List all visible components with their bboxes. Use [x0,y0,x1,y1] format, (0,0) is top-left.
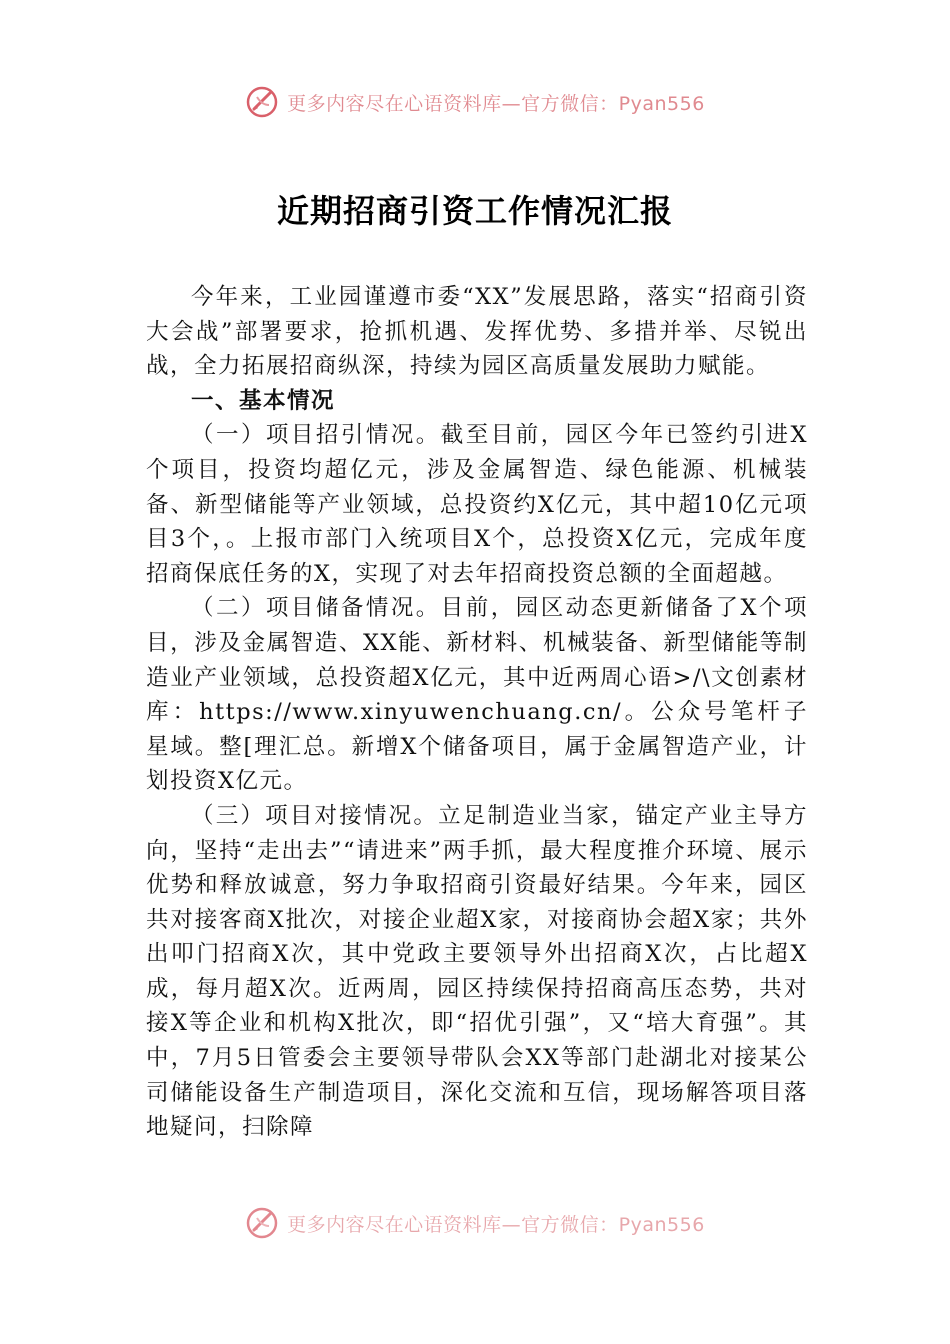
watermark-text: 更多内容尽在心语资料库—官方微信：Pyan556 [287,1213,705,1236]
document-body [146,280,808,1145]
paragraph-project-docking: （三）项目对接情况。立足制造业当家，锚定产业主导方向，坚持“走出去”“请进来”两手抓，最大程度推介环境、展示优势和释放诚意，努力争取招商引资最好结果。今年来，园区共对接客商X批次，对接企业超X家，对接商协会超X家；共外出叩门招商X次，其中党政主要领导外出招商X次，占比超X成，每月超X次。近两周，园区持续保持招商高压态势，共对接X等企业和机构X批次，即“招优引强”，又“培大育强”。其中，7月5日管委会主要领导带队会XX等部门赴湖北对接某公司储能设备生产制造项目，深化交流和互信，现场解答项目落地疑问，扫除障 [146,802,808,1141]
intro-paragraph: 今年来，工业园谨遵市委“XX”发展思路，落实“招商引资大会战”部署要求，抢抓机遇、发挥优势、多措并举、尽锐出战，全力拓展招商纵深，持续为园区高质量发展助力赋能。 [146,284,808,380]
pen-logo-icon [245,85,279,119]
document-title: 近期招商引资工作情况汇报 [276,192,673,230]
watermark-header [0,82,950,122]
paragraph-project-reserve: （二）项目储备情况。目前，园区动态更新储备了X个项目，涉及金属智造、XX能、新材料、机械装备、新型储能等制造业产业领域，总投资超X亿元，其中近两周心语>/\文创素材库：https://www.xinyuwenchuang.cn/。公众号笔杆子星域。整[理汇总。新增X个储备项目，属于金属智造产业，计划投资X亿元。 [146,595,808,795]
paragraph-project-attraction: （一）项目招引情况。截至目前，园区今年已签约引进X个项目，投资均超亿元，涉及金属智造、绿色能源、机械装备、新型储能等产业领域，总投资约X亿元，其中超10亿元项目3个，。上报市部门入统项目X个，总投资X亿元，完成年度招商保底任务的X，实现了对去年招商投资总额的全面超越。 [146,422,808,587]
watermark-text: 更多内容尽在心语资料库—官方微信：Pyan556 [287,92,705,115]
section-heading: 一、基本情况 [191,387,336,414]
watermark-footer [0,1203,950,1243]
pen-logo-icon [245,1206,279,1240]
